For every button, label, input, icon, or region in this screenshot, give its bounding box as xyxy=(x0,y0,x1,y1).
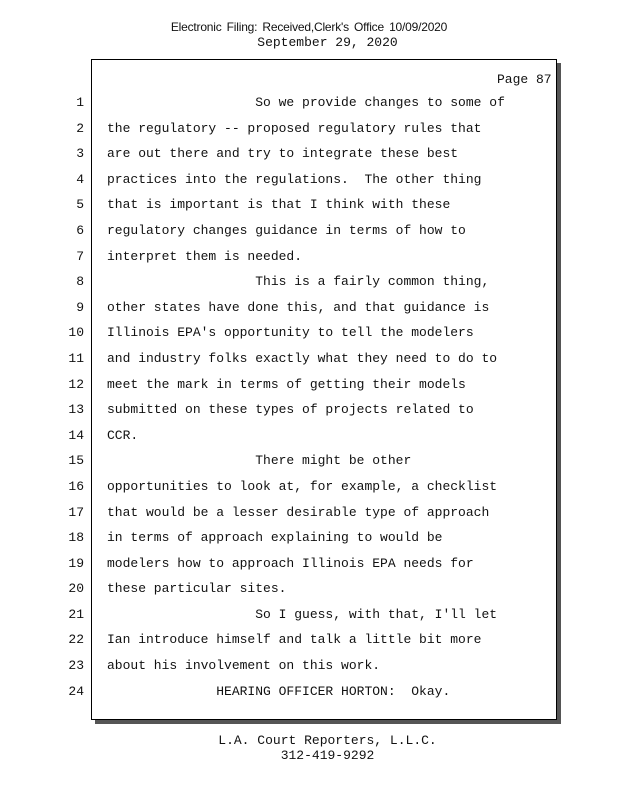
line-number: 19 xyxy=(68,555,84,571)
transcript-line: CCR. xyxy=(107,427,139,443)
line-number: 2 xyxy=(76,120,84,136)
transcript-line: opportunities to look at, for example, a checklist xyxy=(107,478,498,494)
transcript-line: other states have done this, and that guidance is xyxy=(107,299,490,315)
transcript-line: interpret them is needed. xyxy=(107,248,303,264)
line-number: 12 xyxy=(68,376,84,392)
line-number: 5 xyxy=(76,197,84,213)
line-number: 21 xyxy=(68,606,84,622)
line-number: 10 xyxy=(68,325,84,341)
court-reporter-phone: 312-419-9292 xyxy=(280,748,375,763)
line-number: 8 xyxy=(76,274,84,290)
line-number: 17 xyxy=(68,504,84,520)
transcript-line: are out there and try to integrate these best xyxy=(107,146,459,162)
transcript-line: So I guess, with that, I'll let xyxy=(107,606,498,622)
line-number: 4 xyxy=(76,171,84,187)
line-number: 22 xyxy=(68,632,84,648)
line-number: 11 xyxy=(68,350,84,366)
transcript-line: regulatory changes guidance in terms of how to xyxy=(107,222,466,238)
transcript-line: about his involvement on this work. xyxy=(107,658,381,674)
line-number-column xyxy=(56,94,84,708)
line-number: 24 xyxy=(68,683,84,699)
transcript-line: practices into the regulations. The other thing xyxy=(107,171,482,187)
line-number: 7 xyxy=(76,248,84,264)
transcript-line: the regulatory -- proposed regulatory rules that xyxy=(107,120,482,136)
transcript-line: HEARING OFFICER HORTON: Okay. xyxy=(107,683,451,699)
line-number: 16 xyxy=(68,478,84,494)
transcript-line: that would be a lesser desirable type of approach xyxy=(107,504,490,520)
transcript-line: This is a fairly common thing, xyxy=(107,274,490,290)
transcript-line: that is important is that I think with these xyxy=(107,197,451,213)
line-number: 13 xyxy=(68,402,84,418)
transcript-date: September 29, 2020 xyxy=(257,35,398,50)
line-number: 9 xyxy=(76,299,84,315)
transcript-line: There might be other xyxy=(107,453,412,469)
transcript-line: Illinois EPA's opportunity to tell the modelers xyxy=(107,325,474,341)
transcript-line: So we provide changes to some of xyxy=(107,95,505,110)
transcript-line: meet the mark in terms of getting their models xyxy=(107,376,466,392)
court-reporter-name: L.A. Court Reporters, L.L.C. xyxy=(218,733,437,748)
footer xyxy=(0,733,618,763)
line-number: 15 xyxy=(68,453,84,469)
line-number: 6 xyxy=(76,222,84,238)
line-number: 23 xyxy=(68,658,84,674)
transcript-line: Ian introduce himself and talk a little bit more xyxy=(107,632,482,648)
line-number: 14 xyxy=(68,427,84,443)
transcript-line: these particular sites. xyxy=(107,581,287,597)
transcript-body xyxy=(107,94,552,708)
line-number: 1 xyxy=(76,95,84,110)
transcript-line: in terms of approach explaining to would be xyxy=(107,530,443,546)
electronic-filing-stamp: Electronic Filing: Received,Clerk's Office 10/09/2020 xyxy=(170,20,448,34)
line-number: 18 xyxy=(68,530,84,546)
line-number: 20 xyxy=(68,581,84,597)
page-number: Page 87 xyxy=(497,72,552,87)
line-number: 3 xyxy=(76,146,84,162)
transcript-line: submitted on these types of projects related to xyxy=(107,402,474,418)
transcript-line: modelers how to approach Illinois EPA needs for xyxy=(107,555,474,571)
transcript-line: and industry folks exactly what they need to do to xyxy=(107,350,498,366)
